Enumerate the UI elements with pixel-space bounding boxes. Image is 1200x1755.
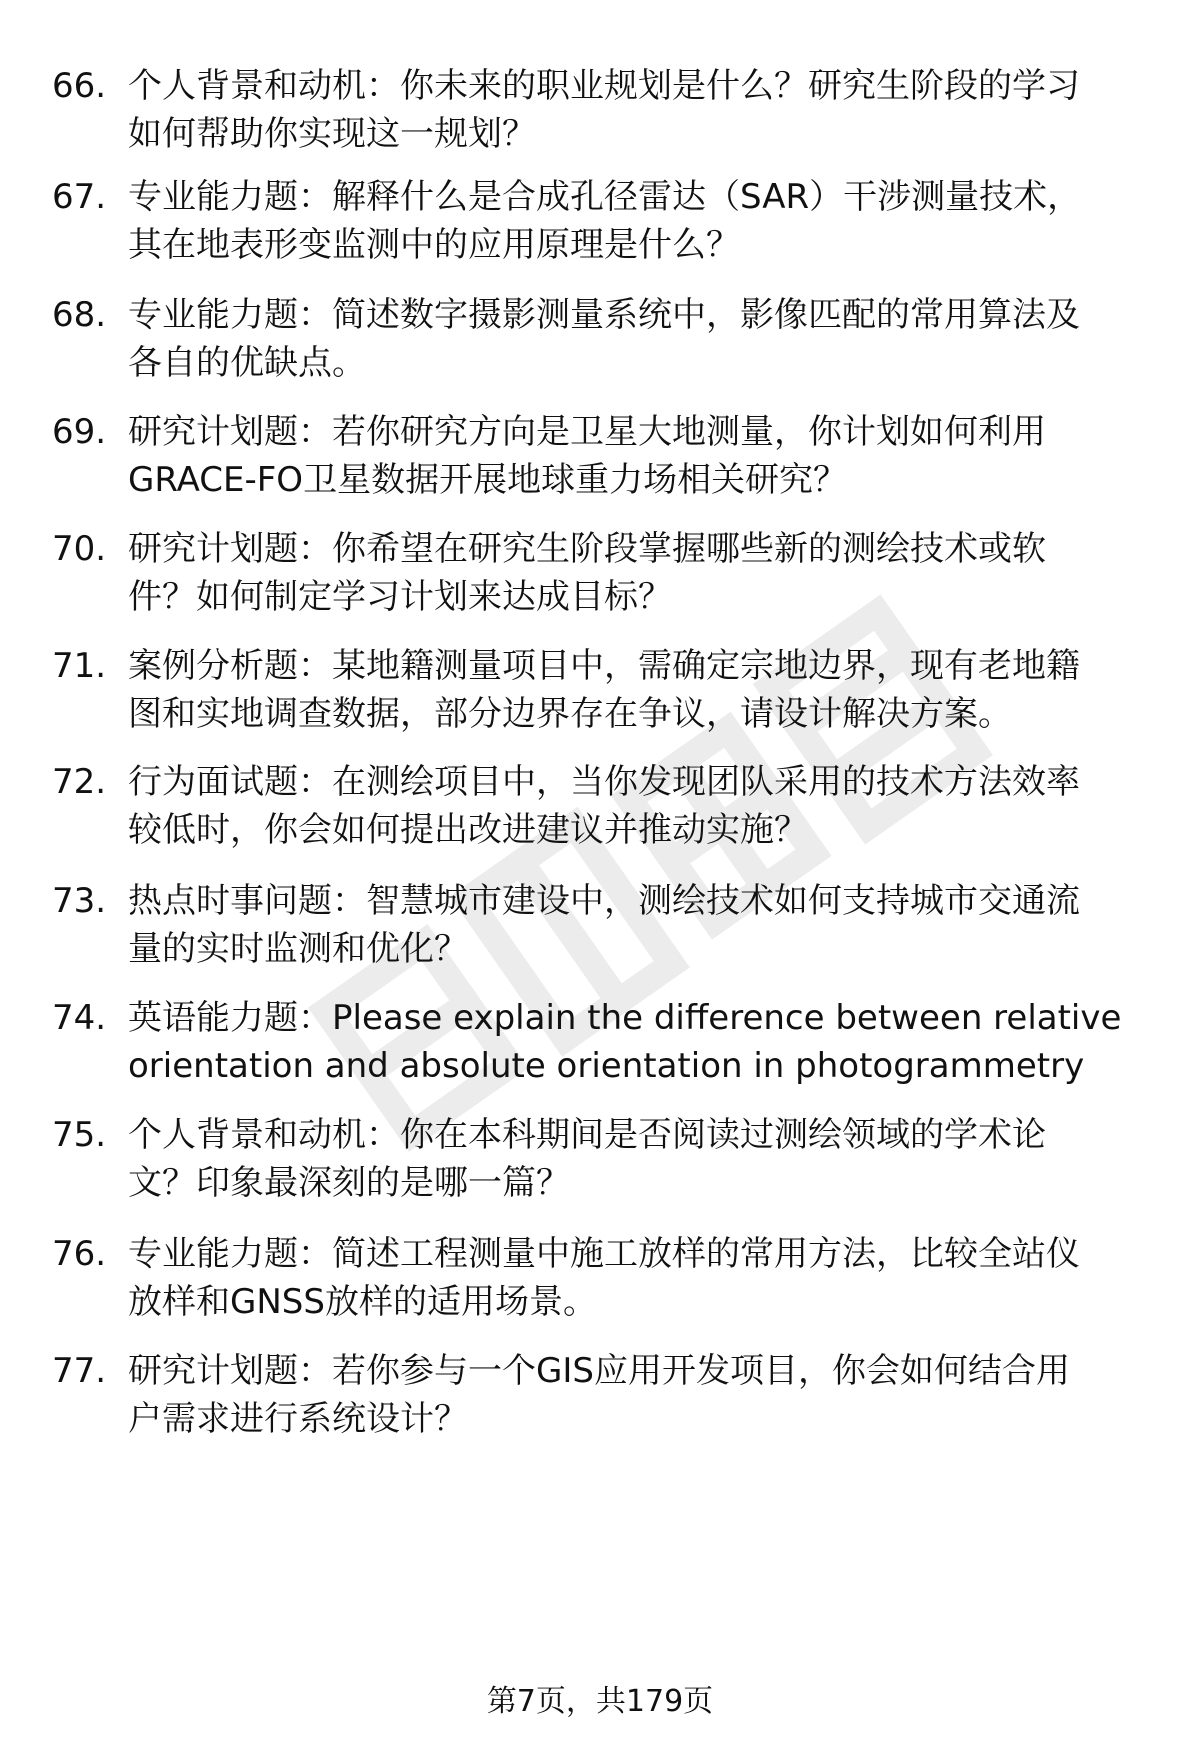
question-item <box>0 408 1200 518</box>
question-text-line: 个人背景和动机：你在本科期间是否阅读过测绘领域的学术论 <box>128 1115 1046 1155</box>
question-number: 77. <box>52 1351 107 1391</box>
question-text-line: 件？如何制定学习计划来达成目标？ <box>128 577 672 617</box>
question-text-line: 专业能力题：简述工程测量中施工放样的常用方法，比较全站仪 <box>128 1234 1080 1274</box>
question-text-line: 个人背景和动机：你未来的职业规划是什么？研究生阶段的学习 <box>128 66 1080 106</box>
question-item <box>0 62 1200 172</box>
question-number: 66. <box>52 66 107 106</box>
question-item <box>0 1230 1200 1340</box>
question-text-line: 较低时，你会如何提出改进建议并推动实施？ <box>128 810 808 850</box>
question-text-line: 英语能力题：Please explain the difference between relative <box>128 998 1122 1038</box>
question-text-line: 各自的优缺点。 <box>128 343 366 383</box>
question-number: 75. <box>52 1115 107 1155</box>
question-text-line: 文？印象最深刻的是哪一篇？ <box>128 1163 570 1203</box>
question-number: 68. <box>52 295 107 335</box>
question-text-line: 研究计划题：若你参与一个GIS应用开发项目，你会如何结合用 <box>128 1351 1070 1391</box>
question-number: 72. <box>52 762 107 802</box>
question-text-line: 专业能力题：简述数字摄影测量系统中，影像匹配的常用算法及 <box>128 295 1080 335</box>
question-text-line: 专业能力题：解释什么是合成孔径雷达（SAR）干涉测量技术， <box>128 177 1082 217</box>
question-item <box>0 173 1200 283</box>
question-text-line: 案例分析题：某地籍测量项目中，需确定宗地边界，现有老地籍 <box>128 646 1080 686</box>
question-item <box>0 525 1200 635</box>
question-number: 70. <box>52 529 107 569</box>
question-text-line: 户需求进行系统设计？ <box>128 1399 468 1439</box>
question-item <box>0 1111 1200 1221</box>
question-number: 71. <box>52 646 107 686</box>
question-text-line: 量的实时监测和优化？ <box>128 929 468 969</box>
question-text-line: 放样和GNSS放样的适用场景。 <box>128 1282 597 1322</box>
page-number: 第7页，共179页 <box>486 1684 714 1719</box>
question-text-line: 其在地表形变监测中的应用原理是什么？ <box>128 225 740 265</box>
question-item <box>0 758 1200 868</box>
question-number: 74. <box>52 998 107 1038</box>
question-text-line: 行为面试题：在测绘项目中，当你发现团队采用的技术方法效率 <box>128 762 1080 802</box>
question-item <box>0 1347 1200 1457</box>
question-number: 76. <box>52 1234 107 1274</box>
question-text-line: 如何帮助你实现这一规划？ <box>128 114 536 154</box>
question-text-line: 热点时事问题：智慧城市建设中，测绘技术如何支持城市交通流 <box>128 881 1080 921</box>
question-text-line: 研究计划题：若你研究方向是卫星大地测量，你计划如何利用 <box>128 412 1046 452</box>
question-text-line: orientation and absolute orientation in photogrammetry <box>128 1046 1085 1086</box>
question-text-line: GRACE-FO卫星数据开展地球重力场相关研究？ <box>128 460 848 500</box>
question-text-line: 研究计划题：你希望在研究生阶段掌握哪些新的测绘技术或软 <box>128 529 1046 569</box>
question-item <box>0 877 1200 987</box>
question-number: 69. <box>52 412 107 452</box>
question-number: 67. <box>52 177 107 217</box>
question-item <box>0 291 1200 401</box>
question-item <box>0 642 1200 752</box>
question-item <box>0 994 1200 1104</box>
question-number: 73. <box>52 881 107 921</box>
question-text-line: 图和实地调查数据，部分边界存在争议，请设计解决方案。 <box>128 694 1012 734</box>
